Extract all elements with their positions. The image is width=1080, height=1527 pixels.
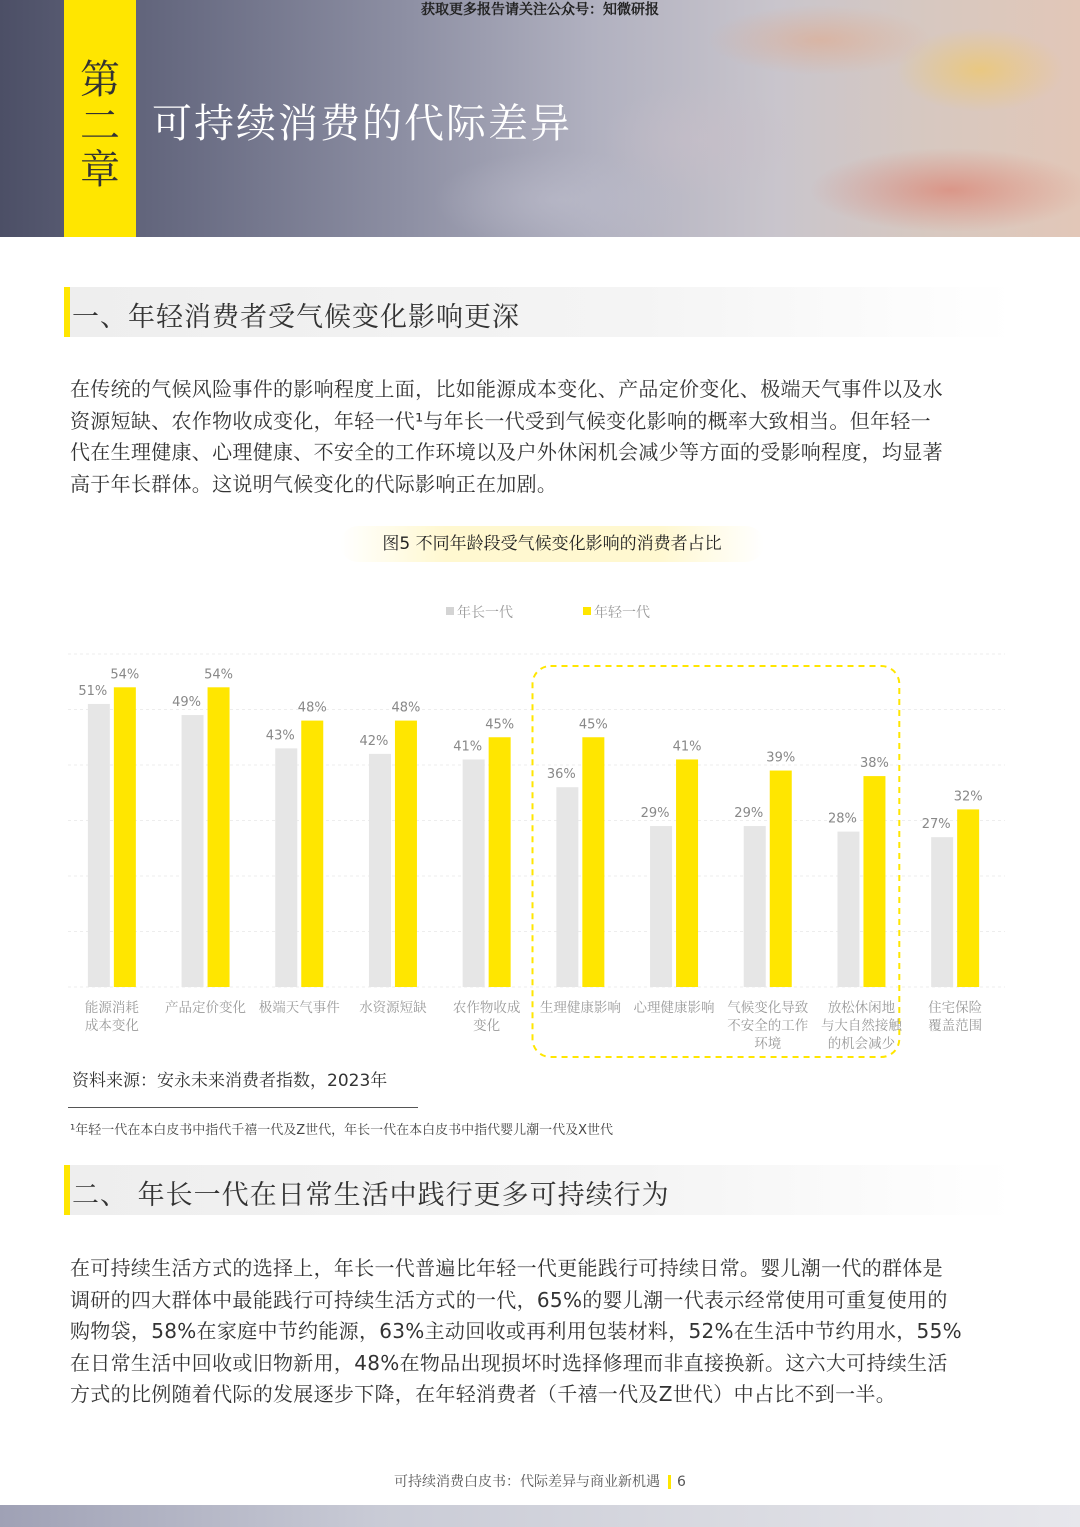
bar-value-label: 27% [921,817,951,833]
paragraph-line: 在日常生活中回收或旧物新用，48%在物品出现损坏时选择修理而非直接换新。这六大可持续生活 [70,1350,948,1375]
category-label: 不安全的工作 [727,1018,809,1034]
figure-source: 资料来源：安永未来消费者指数，2023年 [72,1071,388,1091]
page-footer [0,1471,1080,1491]
figure-title: 图5 不同年龄段受气候变化影响的消费者占比 [382,534,722,554]
bar-value-label: 41% [453,739,483,755]
bar-value-label: 45% [578,717,608,733]
top-note: 获取更多报告请关注公众号：知微研报 [421,2,659,18]
bar-value-label: 48% [297,700,327,716]
category-label: 极端天气事件 [258,1000,340,1016]
category-label: 变化 [473,1018,501,1034]
bar [301,721,323,987]
category-label: 能源消耗 [84,1000,139,1016]
bar [182,715,204,987]
bar-value-label: 41% [672,739,702,755]
section-accent-bar [64,287,70,337]
bar [582,737,604,987]
bar-value-label: 28% [827,811,857,827]
bar [489,737,511,987]
bar-value-label: 49% [172,695,202,711]
legend-label: 年长一代 [457,605,513,621]
bar-value-label: 29% [734,806,764,822]
category-label: 心理健康影响 [633,1000,715,1016]
section-paragraph [70,374,1015,500]
bar-value-label: 29% [640,806,670,822]
page-number: 6 [677,1474,686,1490]
chapter-char: 章 [80,147,120,193]
bar [114,687,136,987]
bar [208,687,230,987]
bar-value-label: 36% [546,767,576,783]
footnote-divider [68,1107,418,1108]
bar [863,776,885,987]
bar [463,759,485,987]
bar [369,754,391,987]
bar-value-label: 54% [110,667,140,683]
paragraph-line: 调研的四大群体中最能践行可持续生活方式的一代，65%的婴儿潮一代表示经常使用可重复使用的 [70,1287,948,1312]
bar-value-label: 45% [485,717,515,733]
bar-value-label: 54% [204,667,234,683]
legend-label: 年轻一代 [594,605,650,621]
section-paragraph [70,1253,1015,1411]
section-heading [64,1165,1014,1215]
bar [931,837,953,987]
paragraph-line: 购物袋，58%在家庭中节约能源，63%主动回收或再利用包装材料，52%在生活中节约用水，55% [70,1319,962,1343]
bar [837,832,859,987]
category-label: 的机会减少 [827,1036,896,1052]
paragraph-line: 资源短缺、农作物收成变化，年轻一代¹与年长一代受到气候变化影响的概率大致相当。但年轻一 [70,408,931,433]
bar-chart [60,590,1020,1065]
bar [275,748,297,987]
bar [650,826,672,987]
bar [395,721,417,987]
bar-value-label: 43% [265,728,295,744]
footer-title: 可持续消费白皮书：代际差异与商业新机遇 [394,1474,661,1490]
category-label: 农作物收成 [452,1000,521,1016]
footnote: ¹年轻一代在本白皮书中指代千禧一代及Z世代，年长一代在本白皮书中指代婴儿潮一代及X世代 [70,1123,614,1138]
legend-swatch [446,607,454,615]
bar [88,704,110,987]
bar [556,787,578,987]
figure-title-box [340,526,764,562]
category-label: 气候变化导致 [727,1000,809,1016]
paragraph-line: 高于年长群体。这说明气候变化的代际影响正在加剧。 [70,471,558,496]
footer-divider [668,1475,671,1489]
bar [676,759,698,987]
bar-value-label: 38% [859,756,889,772]
category-label: 产品定价变化 [165,1000,247,1016]
bar [957,809,979,987]
category-label: 生理健康影响 [539,1000,621,1016]
bar-value-label: 42% [359,733,389,749]
chapter-char: 第 [80,57,120,103]
category-label: 环境 [754,1036,782,1052]
category-label: 水资源短缺 [359,1000,427,1016]
chapter-title: 可持续消费的代际差异 [152,101,572,147]
bar-value-label: 51% [78,683,108,699]
paragraph-line: 代在生理健康、心理健康、不安全的工作环境以及户外休闲机会减少等方面的受影响程度，均显著 [70,440,943,464]
bar-value-label: 39% [766,750,796,766]
bar-value-label: 32% [953,789,983,805]
section-accent-bar [64,1165,70,1215]
bar-value-label: 48% [391,700,421,716]
legend-swatch [583,607,591,615]
category-label: 覆盖范围 [928,1018,983,1034]
bar [770,771,792,987]
bottom-band [0,1505,1080,1527]
section-heading-text: 二、 年长一代在日常生活中践行更多可持续行为 [72,1180,670,1211]
category-label: 住宅保险 [928,1000,983,1016]
chapter-char: 二 [80,103,120,149]
category-label: 放松休闲地 [827,1000,896,1016]
section-heading [64,287,1014,337]
section-heading-text: 一、年轻消费者受气候变化影响更深 [72,302,520,333]
category-label: 成本变化 [84,1018,139,1034]
paragraph-line: 方式的比例随着代际的发展逐步下降，在年轻消费者（千禧一代及Z世代）中占比不到一半。 [70,1382,897,1406]
paragraph-line: 在传统的气候风险事件的影响程度上面，比如能源成本变化、产品定价变化、极端天气事件以及水 [70,377,943,401]
bar [744,826,766,987]
category-label: 与大自然接触 [820,1018,902,1034]
chapter-banner [0,0,1080,237]
chapter-tab [64,0,136,237]
paragraph-line: 在可持续生活方式的选择上，年长一代普遍比年轻一代更能践行可持续日常。婴儿潮一代的群体是 [70,1256,943,1280]
